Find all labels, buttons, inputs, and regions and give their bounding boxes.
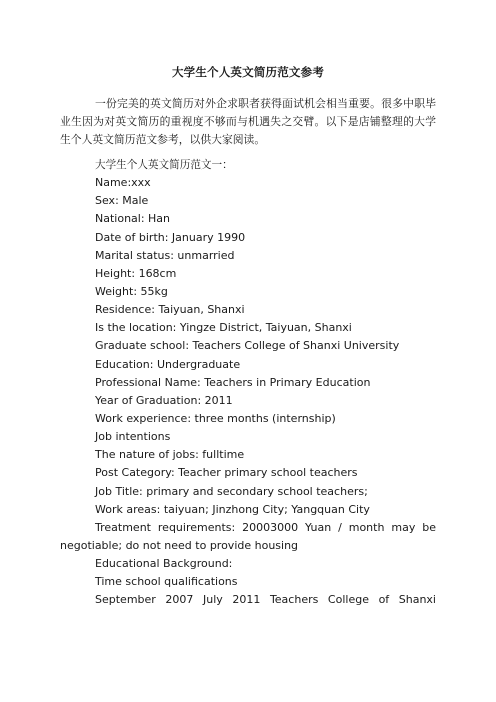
resume-line-education: Education: Undergraduate	[95, 357, 241, 371]
resume-line-marital: Marital status: unmarried	[95, 248, 235, 262]
resume-line-birth: Date of birth: January 1990	[95, 230, 246, 244]
resume-line-national: National: Han	[95, 212, 171, 226]
resume-line-professional: Professional Name: Teachers in Primary Education	[95, 375, 371, 389]
resume-line-residence: Residence: Taiyuan, Shanxi	[95, 303, 245, 317]
resume-line-work-areas: Work areas: taiyuan; Jinzhong City; Yangquan City	[95, 502, 370, 516]
resume-line-job-title: Job Title: primary and secondary school teachers;	[95, 484, 368, 498]
resume-line-experience: Work experience: three months (internship)	[95, 411, 336, 425]
resume-line-height: Height: 168cm	[95, 266, 177, 280]
resume-line-nature: The nature of jobs: fulltime	[95, 448, 245, 462]
resume-line-weight: Weight: 55kg	[95, 284, 168, 298]
resume-line-treatment: Treatment requirements: 20003000 Yuan / month may be negotiable; do not need to provide housing	[60, 520, 436, 552]
resume-line-location: Is the location: Yingze District, Taiyuan, Shanxi	[95, 321, 352, 335]
document-title: 大学生个人英文简历范文参考	[171, 65, 325, 79]
resume-line-graduation: Year of Graduation: 2011	[95, 393, 233, 407]
resume-line-school: Graduate school: Teachers College of Shanxi University	[95, 339, 400, 353]
resume-line-job-intentions: Job intentions	[95, 430, 171, 444]
resume-line-name: Name:xxx	[95, 176, 151, 190]
resume-body	[60, 156, 436, 610]
resume-line-edu-background: Educational Background:	[95, 557, 233, 571]
section-heading: 大学生个人英文简历范文一：	[95, 159, 233, 171]
resume-line-sex: Sex: Male	[95, 194, 149, 208]
resume-line-september: September 2007 July 2011 Teachers College of Shanxi	[95, 593, 436, 607]
resume-line-category: Post Category: Teacher primary school teachers	[95, 466, 358, 480]
intro-paragraph: 一份完美的英文简历对外企求职者获得面试机会相当重要。很多中职毕业生因为对英文简历的重视度不够而与机遇失之交臂。以下是店铺整理的大学生个人英文简历范文参考，以供大家阅读。	[60, 97, 436, 146]
resume-line-time-school: Time school qualifications	[95, 575, 238, 589]
